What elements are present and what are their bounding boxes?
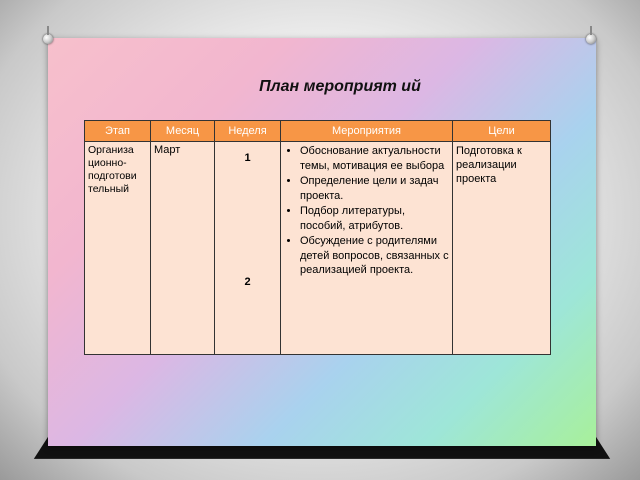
events-list — [284, 144, 449, 278]
events-cell — [281, 142, 453, 355]
page-title: План мероприят ий — [259, 78, 421, 95]
header-events: Мероприятия — [281, 121, 453, 142]
list-item: • Подбор литературы, пособий, атрибутов. — [300, 204, 449, 233]
header-goals: Цели — [453, 121, 551, 142]
plan-table — [84, 120, 551, 355]
week-2: 2 — [244, 276, 251, 288]
table-header-row — [85, 121, 551, 142]
header-stage: Этап — [85, 121, 151, 142]
stage-cell: Организа ционно-подготови тельный — [85, 142, 151, 355]
week-cell — [215, 142, 281, 355]
header-week: Неделя — [215, 121, 281, 142]
table-row — [85, 142, 551, 355]
list-item: • Определение цели и задач проекта. — [300, 174, 449, 203]
header-month: Месяц — [151, 121, 215, 142]
goals-cell: Подготовка к реализации проекта — [453, 142, 551, 355]
month-cell: Март — [151, 142, 215, 355]
list-item: • Обоснование актуальности темы, мотивация ее выбора — [300, 144, 449, 173]
list-item: • Обсуждение с родителями детей вопросов, связанных с реализацией проекта. — [300, 234, 449, 278]
pin-icon — [586, 34, 596, 44]
week-1: 1 — [244, 152, 251, 164]
pin-icon — [43, 34, 53, 44]
